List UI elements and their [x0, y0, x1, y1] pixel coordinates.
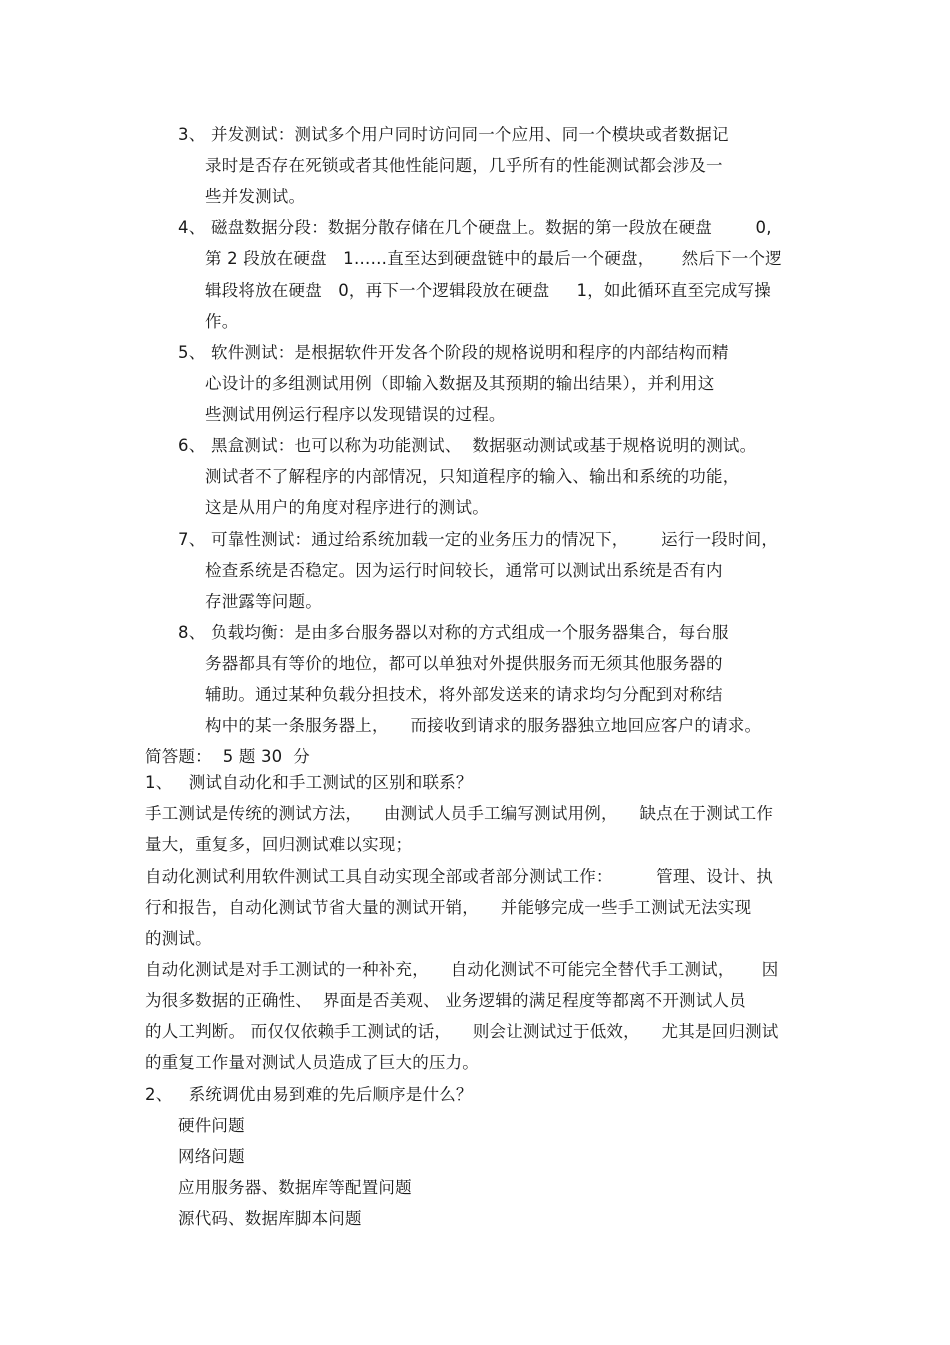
q2-item-4: 源代码、数据库脚本问题	[178, 1209, 362, 1228]
def-6-line-1: 黑盒测试：也可以称为功能测试、 数据驱动测试或基于规格说明的测试。	[211, 436, 757, 455]
q1-p3-line-1: 自动化测试是对手工测试的一种补充， 自动化测试不可能完全替代手工测试， 因	[145, 960, 779, 979]
def-8-line-4: 构中的某一条服务器上， 而接收到请求的服务器独立地回应客户的请求。	[205, 716, 762, 735]
def-4-line-2: 第 2 段放在硬盘 1……直至达到硬盘链中的最后一个硬盘， 然后下一个逻	[205, 249, 782, 268]
q2-item-2: 网络问题	[178, 1147, 245, 1166]
def-8-line-2: 务器都具有等价的地位，都可以单独对外提供服务而无须其他服务器的	[205, 654, 723, 673]
q1-p3-line-3: 的人工判断。 而仅仅依赖手工测试的话， 则会让测试过于低效， 尤其是回归测试	[145, 1022, 779, 1041]
q1-p3-line-4: 的重复工作量对测试人员造成了巨大的压力。	[145, 1053, 479, 1072]
def-3-line-2: 录时是否存在死锁或者其他性能问题，几乎所有的性能测试都会涉及一	[205, 156, 723, 175]
def-3-line-3: 些并发测试。	[205, 187, 306, 206]
def-4-line-1: 磁盘数据分段：数据分散存储在几个硬盘上。数据的第一段放在硬盘 0,	[211, 218, 772, 237]
def-4-line-3: 辑段将放在硬盘 0，再下一个逻辑段放在硬盘 1，如此循环直至完成写操	[205, 281, 771, 300]
def-8-number: 8、	[178, 623, 206, 642]
q1-p1-line-1: 手工测试是传统的测试方法， 由测试人员手工编写测试用例， 缺点在于测试工作	[145, 804, 774, 823]
def-8-line-3: 辅助。通过某种负载分担技术，将外部发送来的请求均匀分配到对称结	[205, 685, 723, 704]
q2-item-1: 硬件问题	[178, 1116, 245, 1135]
q2-item-3: 应用服务器、数据库等配置问题	[178, 1178, 412, 1197]
def-6-line-2: 测试者不了解程序的内部情况，只知道程序的输入、输出和系统的功能，	[205, 467, 740, 486]
def-7-number: 7、	[178, 530, 206, 549]
def-7-line-3: 存泄露等问题。	[205, 592, 322, 611]
q2-title: 2、 系统调优由易到难的先后顺序是什么？	[145, 1085, 473, 1104]
def-6-number: 6、	[178, 436, 206, 455]
def-6-line-3: 这是从用户的角度对程序进行的测试。	[205, 498, 489, 517]
def-5-number: 5、	[178, 343, 206, 362]
def-7-line-1: 可靠性测试：通过给系统加载一定的业务压力的情况下， 运行一段时间，	[211, 530, 779, 549]
q1-title: 1、 测试自动化和手工测试的区别和联系？	[145, 773, 473, 792]
def-7-line-2: 检查系统是否稳定。因为运行时间较长，通常可以测试出系统是否有内	[205, 561, 723, 580]
q1-p2-line-3: 的测试。	[145, 929, 212, 948]
q1-p3-line-2: 为很多数据的正确性、 界面是否美观、 业务逻辑的满足程度等都离不开测试人员	[145, 991, 746, 1010]
def-4-line-4: 作。	[205, 312, 239, 331]
def-8-line-1: 负载均衡：是由多台服务器以对称的方式组成一个服务器集合，每台服	[211, 623, 729, 642]
section-heading: 简答题： 5 题 30 分	[145, 747, 310, 766]
q1-p2-line-1: 自动化测试利用软件测试工具自动实现全部或者部分测试工作： 管理、设计、执	[145, 867, 774, 886]
def-5-line-3: 些测试用例运行程序以发现错误的过程。	[205, 405, 506, 424]
def-3-number: 3、	[178, 125, 206, 144]
def-4-number: 4、	[178, 218, 206, 237]
def-3-line-1: 并发测试：测试多个用户同时访问同一个应用、同一个模块或者数据记	[211, 125, 729, 144]
def-5-line-2: 心设计的多组测试用例（即输入数据及其预期的输出结果），并利用这	[205, 374, 715, 393]
def-5-line-1: 软件测试：是根据软件开发各个阶段的规格说明和程序的内部结构而精	[211, 343, 729, 362]
q1-p1-line-2: 量大，重复多，回归测试难以实现；	[145, 835, 413, 854]
q1-p2-line-2: 行和报告，自动化测试节省大量的测试开销， 并能够完成一些手工测试无法实现	[145, 898, 752, 917]
